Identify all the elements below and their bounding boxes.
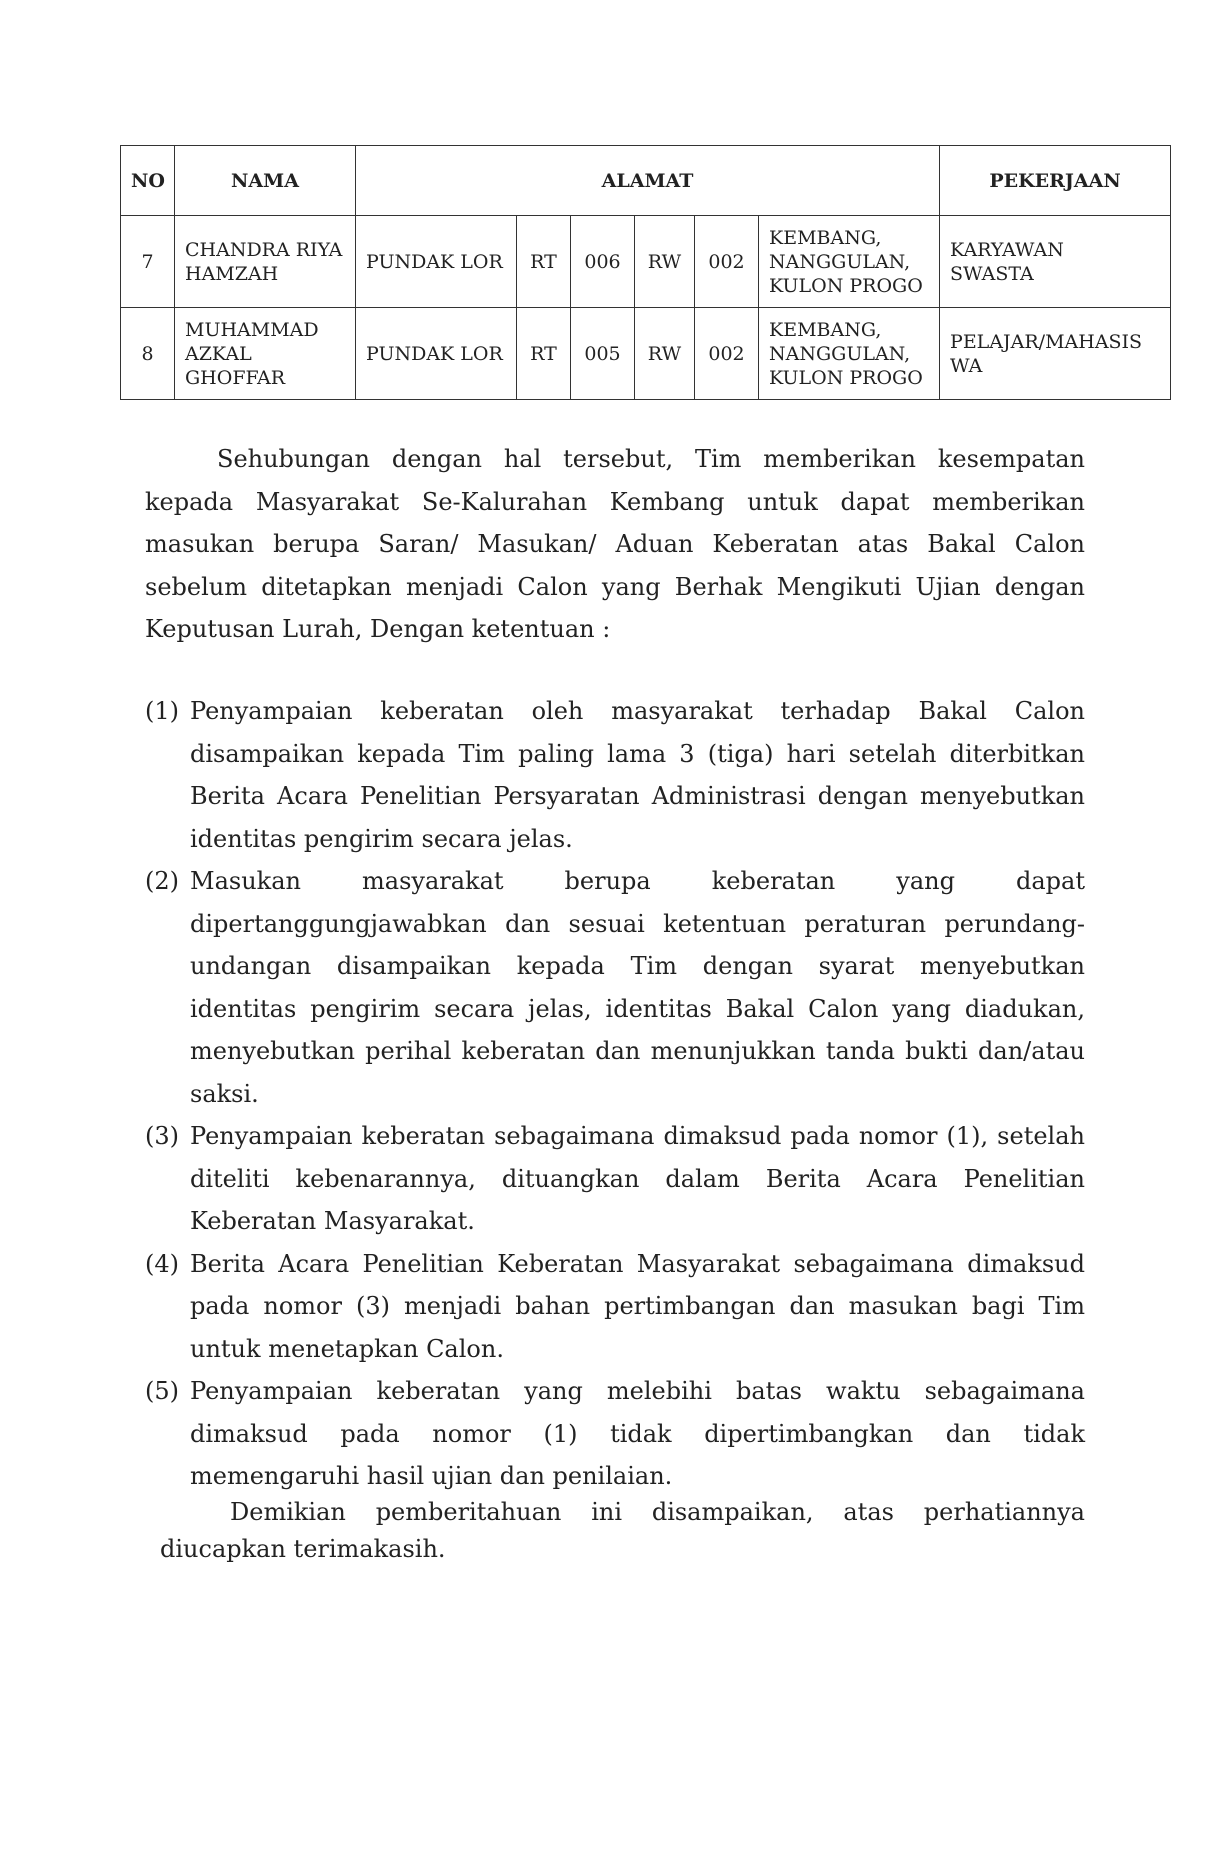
cell-rt: 006 — [571, 216, 635, 308]
cell-rw: 002 — [695, 308, 759, 400]
table-header-row — [121, 146, 1171, 216]
cell-wilayah: KEMBANG, NANGGULAN, KULON PROGO — [759, 308, 940, 400]
intro-section — [145, 438, 1085, 651]
cell-nama: CHANDRA RIYA HAMZAH — [175, 216, 356, 308]
item-text: Penyampaian keberatan yang melebihi batas waktu sebagaimana dimaksud pada nomor (1) tidak dipertimbangkan dan tidak memengaruhi hasil ujian dan penilaian. — [190, 1377, 1085, 1490]
item-number: (2) — [145, 867, 179, 895]
cell-wilayah: KEMBANG, NANGGULAN, KULON PROGO — [759, 216, 940, 308]
table-row — [121, 216, 1171, 308]
header-alamat: ALAMAT — [356, 146, 940, 216]
item-number: (3) — [145, 1122, 179, 1150]
cell-rt-label: RT — [517, 308, 571, 400]
item-number: (5) — [145, 1377, 179, 1405]
list-item — [145, 1243, 1085, 1371]
item-number: (4) — [145, 1249, 179, 1278]
item-text: Berita Acara Penelitian Keberatan Masyarakat sebagaimana dimaksud pada nomor (3) menjadi bahan pertimbangan dan masukan bagi Tim untuk menetapkan Calon. — [190, 1249, 1085, 1363]
list-item — [145, 1370, 1085, 1498]
cell-nama: MUHAMMAD AZKAL GHOFFAR — [175, 308, 356, 400]
list-item — [145, 1115, 1085, 1243]
provisions-list — [145, 690, 1085, 1498]
closing-paragraph: Demikian pemberitahuan ini disampaikan, atas perhatiannya diucapkan terimakasih. — [160, 1498, 1085, 1563]
header-no: NO — [121, 146, 175, 216]
cell-pekerjaan: PELAJAR/MAHASIS WA — [940, 308, 1171, 400]
list-item — [145, 690, 1085, 860]
list-item — [145, 860, 1085, 1115]
item-text: Penyampaian keberatan oleh masyarakat terhadap Bakal Calon disampaikan kepada Tim paling lama 3 (tiga) hari setelah diterbitkan Berita Acara Penelitian Persyaratan Administrasi dengan menyebutkan identitas pengirim secara jelas. — [190, 697, 1085, 853]
item-number: (1) — [145, 697, 179, 725]
candidate-table — [120, 145, 1171, 400]
cell-rt: 005 — [571, 308, 635, 400]
item-text: Penyampaian keberatan sebagaimana dimaksud pada nomor (1), setelah diteliti kebenarannya, dituangkan dalam Berita Acara Penelitian Keberatan Masyarakat. — [190, 1122, 1085, 1235]
item-text: Masukan masyarakat berupa keberatan yang dapat dipertanggungjawabkan dan sesuai ketentuan peraturan perundang-undangan disampaikan kepada Tim dengan syarat menyebutkan identitas pengirim secara jelas, identitas Bakal Calon yang diadukan, menyebutkan perihal keberatan dan menunjukkan tanda bukti dan/atau saksi. — [190, 867, 1085, 1108]
cell-rw-label: RW — [635, 308, 695, 400]
cell-dusun: PUNDAK LOR — [356, 216, 517, 308]
cell-pekerjaan: KARYAWAN SWASTA — [940, 216, 1171, 308]
cell-dusun: PUNDAK LOR — [356, 308, 517, 400]
table-row — [121, 308, 1171, 400]
intro-paragraph: Sehubungan dengan hal tersebut, Tim memberikan kesempatan kepada Masyarakat Se-Kalurahan Kembang untuk dapat memberikan masukan berupa Saran/ Masukan/ Aduan Keberatan atas Bakal Calon sebelum ditetapkan menjadi Calon yang Berhak Mengikuti Ujian dengan Keputusan Lurah, Dengan ketentuan : — [145, 445, 1085, 643]
cell-rw-label: RW — [635, 216, 695, 308]
cell-rt-label: RT — [517, 216, 571, 308]
closing-section — [160, 1494, 1085, 1568]
cell-no: 8 — [121, 308, 175, 400]
header-pekerjaan: PEKERJAAN — [940, 146, 1171, 216]
header-nama: NAMA — [175, 146, 356, 216]
cell-rw: 002 — [695, 216, 759, 308]
cell-no: 7 — [121, 216, 175, 308]
